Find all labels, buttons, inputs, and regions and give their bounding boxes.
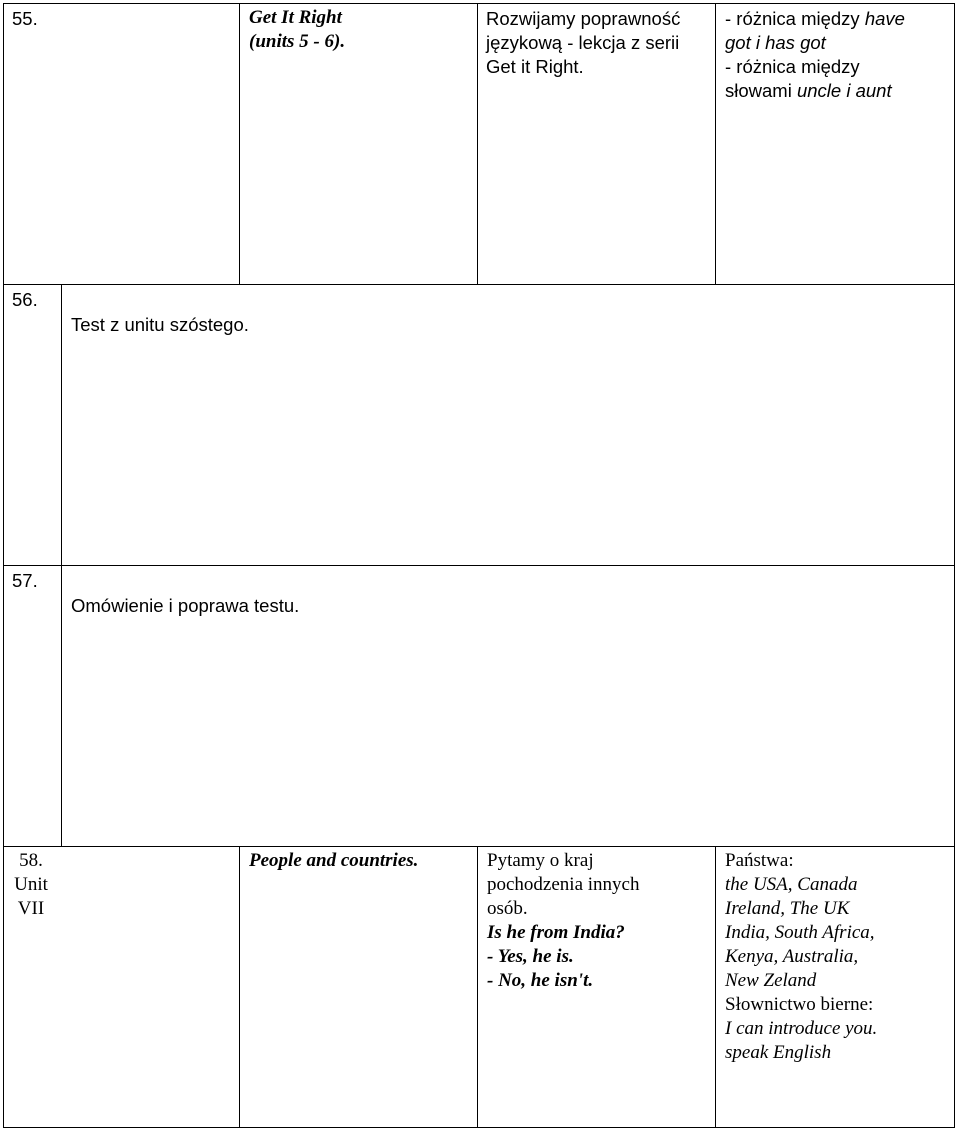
aims-line: językową - lekcja z serii [486, 32, 680, 53]
country-line: New Zeland [725, 970, 817, 991]
aims-line: Pytamy o kraj [487, 850, 594, 871]
country-line: Kenya, Australia, [725, 946, 859, 967]
content-line: - różnica między [725, 56, 860, 77]
lesson-text-57: Omówienie i poprawa testu. [71, 595, 300, 616]
column-divider-number-56-57 [61, 284, 62, 846]
lesson-text-56: Test z unitu szóstego. [71, 314, 249, 335]
table-bottom-border [3, 1127, 955, 1128]
lesson-topic-55 [249, 6, 345, 54]
lesson-number-55: 55. [12, 8, 38, 29]
topic-line: Get It Right [249, 7, 342, 28]
column-divider-number-55 [239, 3, 240, 284]
example-question: Is he from India? [487, 922, 625, 943]
lesson-aims-58 [487, 849, 639, 993]
row-divider-57 [3, 565, 955, 566]
aims-line: Rozwijamy poprawność [486, 8, 681, 29]
aims-line: osób. [487, 898, 528, 919]
country-line: Ireland, The UK [725, 898, 850, 919]
aims-line: pochodzenia innych [487, 874, 640, 895]
column-divider-topic-55 [477, 3, 478, 284]
example-answer-yes: - Yes, he is. [487, 946, 574, 967]
table-left-border [3, 3, 4, 1127]
lesson-number-58 [3, 849, 59, 921]
content-heading: Słownictwo bierne: [725, 994, 874, 1015]
aims-line: Get it Right. [486, 56, 584, 77]
content-line: słowami uncle i aunt [725, 80, 892, 101]
example-answer-no: - No, he isn't. [487, 970, 594, 991]
content-line: - różnica między have [725, 8, 905, 29]
column-divider-aims-55 [715, 3, 716, 284]
passive-vocab-line: I can introduce you. [725, 1018, 878, 1039]
lesson-content-55 [725, 7, 905, 103]
column-divider-topic-58 [477, 846, 478, 1127]
row-divider-56 [3, 284, 955, 285]
lesson-topic-58: People and countries. [249, 850, 419, 871]
column-divider-aims-58 [715, 846, 716, 1127]
lesson-content-58 [725, 849, 877, 1065]
country-line: the USA, Canada [725, 874, 858, 895]
lesson-aims-55 [486, 7, 680, 79]
column-divider-number-58 [239, 846, 240, 1127]
table-top-border [3, 3, 955, 4]
unit-number: VII [17, 898, 45, 919]
lesson-number-56: 56. [12, 289, 38, 310]
lesson-number: 58. [19, 850, 43, 871]
content-line: got i has got [725, 32, 826, 53]
row-divider-58 [3, 846, 955, 847]
lesson-number-57: 57. [12, 570, 38, 591]
country-line: India, South Africa, [725, 922, 875, 943]
topic-line: (units 5 - 6). [249, 31, 346, 52]
content-heading: Państwa: [725, 850, 794, 871]
passive-vocab-line: speak English [725, 1042, 832, 1063]
table-right-border [954, 3, 955, 1127]
unit-label: Unit [14, 874, 48, 895]
